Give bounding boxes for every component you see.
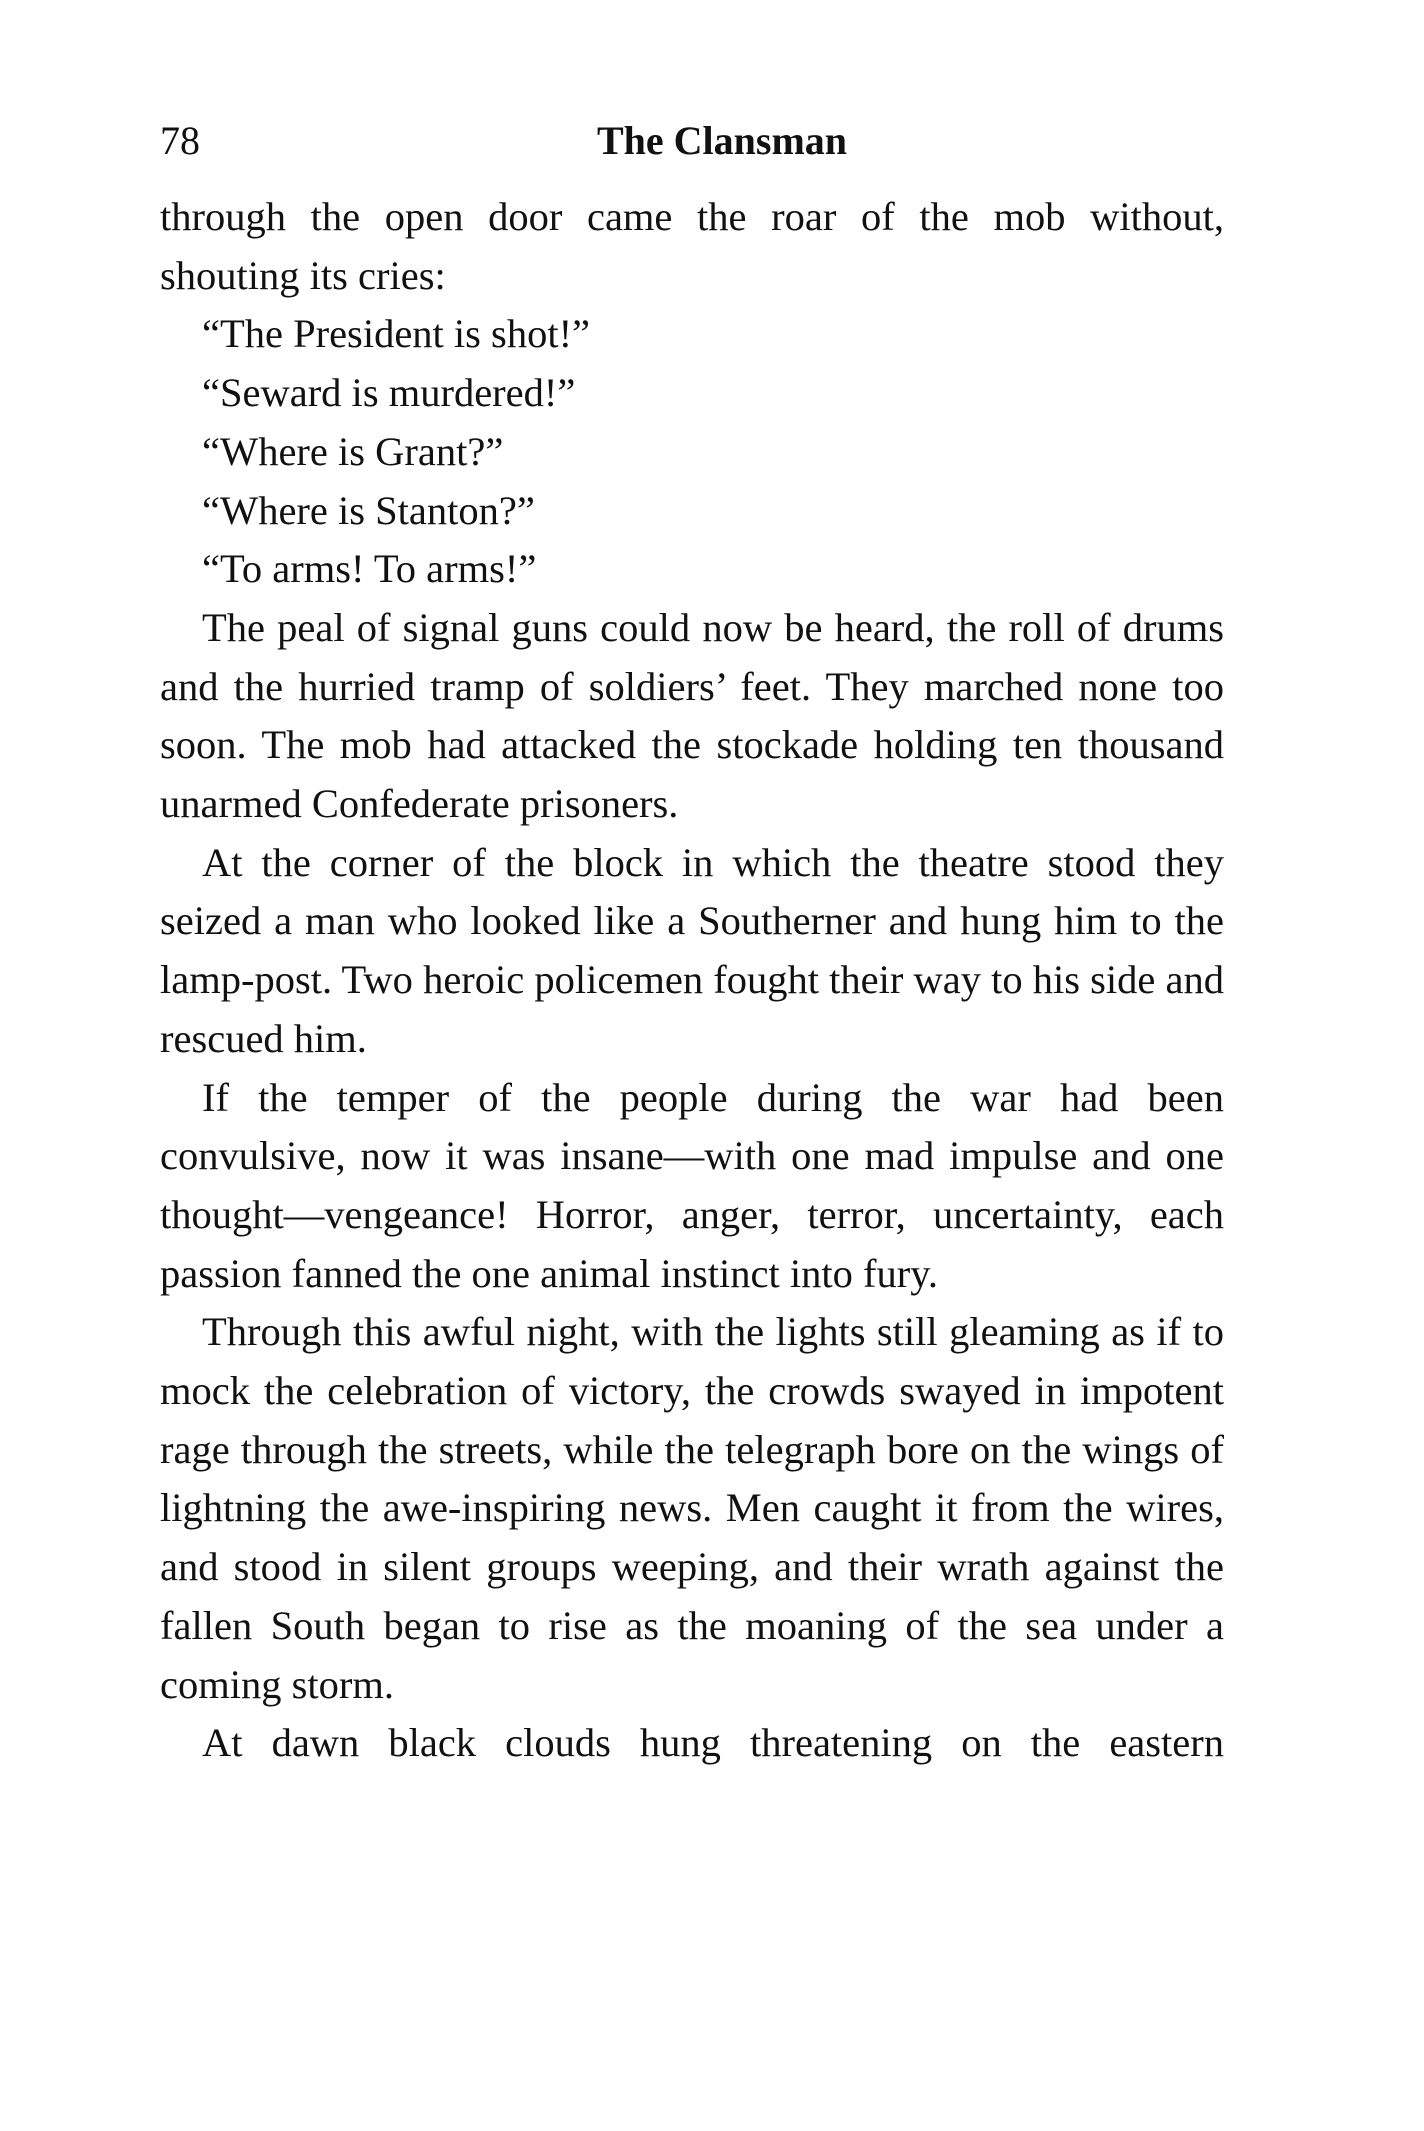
page-header xyxy=(160,112,1224,170)
book-page xyxy=(160,112,1224,1773)
paragraph-lamp-post: At the corner of the block in which the theatre stood they seized a man who looked like a Southerner and hung him to the lamp-post. Two heroic policemen fought their way to his side and rescued him. xyxy=(160,839,1224,1061)
paragraph-dawn: At dawn black clouds hung threatening on the eastern xyxy=(202,1720,1224,1766)
page-number: 78 xyxy=(160,118,200,163)
crowd-cry: “Where is Grant?” xyxy=(202,428,504,474)
running-title: The Clansman xyxy=(596,118,848,163)
paragraph-awful-night: Through this awful night, with the lights still gleaming as if to mock the celebration of victory, the crowds swayed in impotent rage through the streets, while the telegraph bore on the wings of lightning the awe-inspiring news. Men caught it from the wires, and stood in silent groups weeping, and their wrath against the fallen South began to rise as the moaning of the sea under a coming storm. xyxy=(160,1309,1224,1707)
page-body xyxy=(160,188,1224,1773)
paragraph-continued: through the open door came the roar of the mob without, shouting its cries: xyxy=(160,194,1224,298)
crowd-cry: “Where is Stanton?” xyxy=(202,487,535,533)
crowd-cry: “To arms! To arms!” xyxy=(202,546,537,592)
paragraph-signal-guns: The peal of signal guns could now be heard, the roll of drums and the hurried tramp of soldiers’ feet. They marched none too soon. The mob had attacked the stockade holding ten thousand unarmed Confederate prisoners. xyxy=(160,604,1224,827)
paragraph-temper: If the temper of the people during the war had been convulsive, now it was insane—with one mad impulse and one thought—vengeance! Horror, anger, terror, uncertainty, each passion fanned the one animal instinct into fury. xyxy=(160,1074,1224,1296)
crowd-cry: “The President is shot!” xyxy=(202,311,591,357)
crowd-cry: “Seward is murdered!” xyxy=(202,370,576,416)
